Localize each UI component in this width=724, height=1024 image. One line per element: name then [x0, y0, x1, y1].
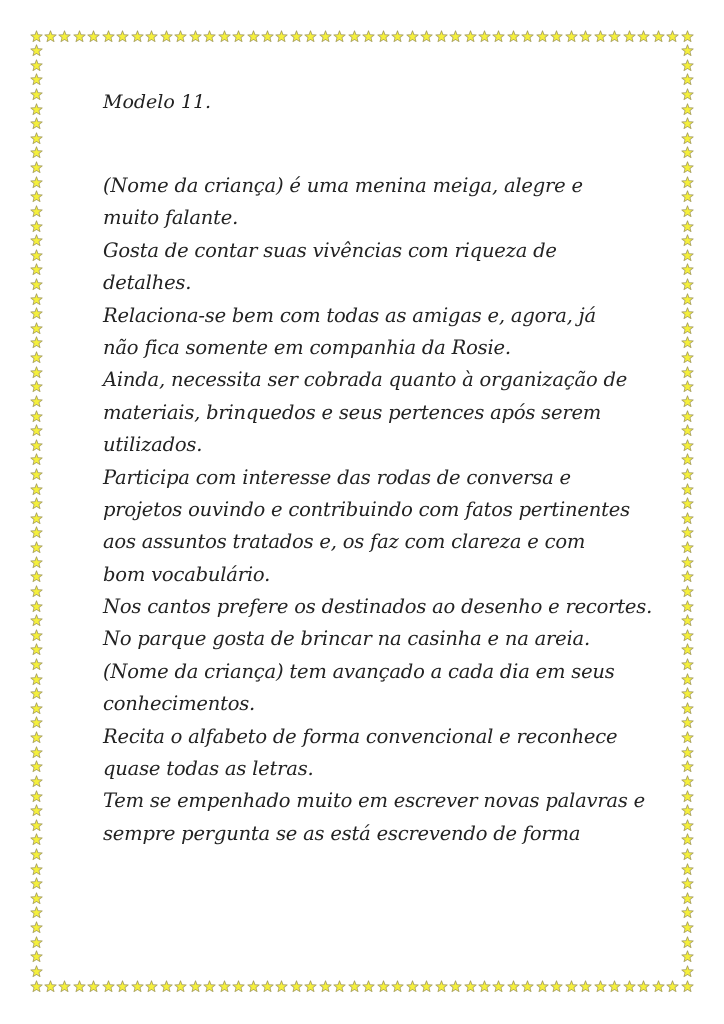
- star-icon: [275, 30, 288, 43]
- star-icon: [681, 687, 694, 700]
- text-line: conhecimentos.: [103, 692, 256, 716]
- star-icon: [681, 833, 694, 846]
- text-line: materiais, brinquedos e seus pertences após serem: [103, 400, 602, 424]
- star-icon: [30, 30, 43, 43]
- star-icon: [565, 980, 578, 993]
- star-icon: [30, 702, 43, 715]
- star-icon: [87, 980, 100, 993]
- star-icon: [247, 30, 260, 43]
- star-icon: [116, 980, 129, 993]
- star-icon: [30, 146, 43, 159]
- star-icon: [536, 30, 549, 43]
- star-icon: [319, 30, 332, 43]
- text-line: Relaciona-se bem com todas as amigas e, agora, já: [103, 303, 596, 327]
- star-icon: [681, 146, 694, 159]
- star-icon: [521, 30, 534, 43]
- star-icon: [44, 980, 57, 993]
- star-icon: [391, 980, 404, 993]
- star-icon: [30, 410, 43, 423]
- text-line: Participa com interesse das rodas de conversa e: [103, 465, 571, 489]
- star-icon: [30, 307, 43, 320]
- star-icon: [637, 980, 650, 993]
- star-icon: [420, 30, 433, 43]
- star-icon: [681, 775, 694, 788]
- star-icon: [507, 30, 520, 43]
- star-icon: [30, 819, 43, 832]
- star-icon: [30, 629, 43, 642]
- star-icon: [218, 980, 231, 993]
- star-icon: [464, 980, 477, 993]
- star-icon: [30, 351, 43, 364]
- star-icon: [145, 30, 158, 43]
- star-icon: [681, 161, 694, 174]
- star-icon: [681, 336, 694, 349]
- star-icon: [30, 570, 43, 583]
- star-icon: [681, 59, 694, 72]
- text-line: quase todas as letras.: [103, 757, 314, 781]
- star-icon: [102, 30, 115, 43]
- star-icon: [30, 497, 43, 510]
- star-icon: [681, 760, 694, 773]
- star-icon: [652, 30, 665, 43]
- star-icon: [30, 293, 43, 306]
- star-icon: [608, 30, 621, 43]
- star-icon: [73, 30, 86, 43]
- star-icon: [30, 746, 43, 759]
- star-icon: [681, 278, 694, 291]
- star-icon: [116, 30, 129, 43]
- star-icon: [174, 30, 187, 43]
- star-icon: [681, 249, 694, 262]
- star-icon: [30, 804, 43, 817]
- star-icon: [391, 30, 404, 43]
- star-icon: [290, 30, 303, 43]
- star-icon: [30, 88, 43, 101]
- star-icon: [681, 44, 694, 57]
- star-icon: [30, 190, 43, 203]
- star-icon: [30, 132, 43, 145]
- star-icon: [30, 468, 43, 481]
- star-icon: [681, 673, 694, 686]
- star-icon: [30, 950, 43, 963]
- star-icon: [681, 804, 694, 817]
- star-icon: [507, 980, 520, 993]
- star-icon: [681, 220, 694, 233]
- star-icon: [377, 980, 390, 993]
- star-icon: [681, 556, 694, 569]
- star-icon: [681, 600, 694, 613]
- star-icon: [30, 614, 43, 627]
- star-icon: [623, 980, 636, 993]
- star-icon: [521, 980, 534, 993]
- text-line: Nos cantos prefere os destinados ao desenho e recortes.: [103, 595, 653, 619]
- star-icon: [30, 980, 43, 993]
- star-icon: [30, 103, 43, 116]
- star-icon: [30, 59, 43, 72]
- star-icon: [681, 30, 694, 43]
- star-icon: [30, 600, 43, 613]
- star-icon: [681, 819, 694, 832]
- star-icon: [492, 30, 505, 43]
- star-icon: [131, 980, 144, 993]
- star-icon: [30, 965, 43, 978]
- star-icon: [594, 30, 607, 43]
- star-icon: [189, 980, 202, 993]
- star-icon: [550, 30, 563, 43]
- star-icon: [30, 278, 43, 291]
- star-icon: [666, 30, 679, 43]
- star-icon: [261, 30, 274, 43]
- star-icon: [681, 643, 694, 656]
- star-icon: [681, 103, 694, 116]
- star-icon: [30, 848, 43, 861]
- text-line: Gosta de contar suas vivências com riqueza de: [103, 238, 557, 262]
- star-icon: [30, 220, 43, 233]
- star-icon: [550, 980, 563, 993]
- star-icon: [145, 980, 158, 993]
- star-icon: [30, 161, 43, 174]
- star-icon: [681, 512, 694, 525]
- star-icon: [681, 176, 694, 189]
- star-icon: [681, 468, 694, 481]
- star-icon: [536, 980, 549, 993]
- text-line: sempre pergunta se as está escrevendo de forma: [103, 821, 581, 845]
- star-icon: [565, 30, 578, 43]
- star-icon: [30, 366, 43, 379]
- star-icon: [377, 30, 390, 43]
- star-icon: [681, 366, 694, 379]
- star-icon: [681, 424, 694, 437]
- star-icon: [435, 980, 448, 993]
- star-icon: [681, 541, 694, 554]
- star-icon: [30, 512, 43, 525]
- star-icon: [681, 570, 694, 583]
- text-line: muito falante.: [103, 206, 239, 230]
- star-icon: [681, 716, 694, 729]
- star-icon: [203, 30, 216, 43]
- text-line: detalhes.: [103, 271, 192, 295]
- text-line: Tem se empenhado muito em escrever novas palavras e: [103, 789, 646, 813]
- star-icon: [681, 190, 694, 203]
- star-icon: [681, 746, 694, 759]
- star-icon: [30, 643, 43, 656]
- star-icon: [681, 629, 694, 642]
- star-icon: [681, 410, 694, 423]
- text-line: aos assuntos tratados e, os faz com clareza e com: [103, 530, 586, 554]
- star-icon: [579, 30, 592, 43]
- text-line: Ainda, necessita ser cobrada quanto à organização de: [103, 368, 628, 392]
- text-line: utilizados.: [103, 433, 203, 457]
- star-icon: [492, 980, 505, 993]
- star-icon: [30, 263, 43, 276]
- star-icon: [30, 877, 43, 890]
- star-icon: [30, 775, 43, 788]
- star-icon: [174, 980, 187, 993]
- star-icon: [594, 980, 607, 993]
- star-icon: [30, 395, 43, 408]
- star-icon: [406, 30, 419, 43]
- star-icon: [30, 234, 43, 247]
- star-icon: [681, 322, 694, 335]
- star-icon: [232, 30, 245, 43]
- star-icon: [247, 980, 260, 993]
- star-icon: [681, 921, 694, 934]
- star-icon: [348, 30, 361, 43]
- document-body: [103, 86, 653, 850]
- star-icon: [681, 848, 694, 861]
- star-icon: [681, 526, 694, 539]
- star-icon: [681, 132, 694, 145]
- text-line: não fica somente em companhia da Rosie.: [103, 335, 511, 359]
- star-icon: [30, 673, 43, 686]
- text-line: (Nome da criança) tem avançado a cada dia em seus: [103, 659, 615, 683]
- star-icon: [681, 234, 694, 247]
- star-icon: [30, 439, 43, 452]
- report-text: [103, 170, 653, 850]
- star-icon: [681, 790, 694, 803]
- star-icon: [30, 176, 43, 189]
- star-icon: [30, 73, 43, 86]
- star-icon: [232, 980, 245, 993]
- star-icon: [290, 980, 303, 993]
- star-icon: [30, 658, 43, 671]
- star-icon: [681, 293, 694, 306]
- star-icon: [681, 263, 694, 276]
- star-icon: [362, 980, 375, 993]
- star-icon: [681, 702, 694, 715]
- star-icon: [681, 906, 694, 919]
- star-icon: [449, 980, 462, 993]
- star-icon: [30, 716, 43, 729]
- star-icon: [58, 980, 71, 993]
- star-icon: [30, 336, 43, 349]
- star-icon: [348, 980, 361, 993]
- star-icon: [30, 453, 43, 466]
- text-line: bom vocabulário.: [103, 562, 271, 586]
- star-icon: [637, 30, 650, 43]
- star-icon: [608, 980, 621, 993]
- star-icon: [30, 863, 43, 876]
- star-icon: [681, 351, 694, 364]
- star-icon: [681, 117, 694, 130]
- star-icon: [681, 380, 694, 393]
- star-icon: [681, 497, 694, 510]
- star-icon: [666, 980, 679, 993]
- star-icon: [681, 731, 694, 744]
- star-icon: [681, 965, 694, 978]
- star-icon: [30, 760, 43, 773]
- star-icon: [30, 117, 43, 130]
- star-icon: [681, 205, 694, 218]
- star-icon: [30, 585, 43, 598]
- star-icon: [333, 980, 346, 993]
- star-icon: [30, 424, 43, 437]
- star-icon: [681, 877, 694, 890]
- star-icon: [681, 439, 694, 452]
- star-icon: [681, 950, 694, 963]
- star-icon: [30, 526, 43, 539]
- star-icon: [681, 980, 694, 993]
- star-icon: [261, 980, 274, 993]
- star-icon: [30, 556, 43, 569]
- star-icon: [652, 980, 665, 993]
- star-icon: [58, 30, 71, 43]
- star-icon: [478, 980, 491, 993]
- star-icon: [30, 892, 43, 905]
- star-icon: [681, 892, 694, 905]
- star-icon: [681, 395, 694, 408]
- star-icon: [30, 936, 43, 949]
- star-icon: [681, 73, 694, 86]
- star-icon: [681, 936, 694, 949]
- star-icon: [681, 483, 694, 496]
- star-icon: [30, 921, 43, 934]
- star-icon: [218, 30, 231, 43]
- star-icon: [304, 980, 317, 993]
- star-icon: [623, 30, 636, 43]
- star-icon: [30, 833, 43, 846]
- star-icon: [319, 980, 332, 993]
- star-icon: [681, 614, 694, 627]
- star-icon: [30, 790, 43, 803]
- star-icon: [30, 380, 43, 393]
- star-icon: [189, 30, 202, 43]
- star-icon: [304, 30, 317, 43]
- star-icon: [131, 30, 144, 43]
- star-icon: [44, 30, 57, 43]
- document-title: Modelo 11.: [103, 91, 212, 113]
- text-line: projetos ouvindo e contribuindo com fatos pertinentes: [103, 497, 630, 521]
- star-icon: [30, 687, 43, 700]
- star-icon: [464, 30, 477, 43]
- star-icon: [203, 980, 216, 993]
- text-line: (Nome da criança) é uma menina meiga, alegre e: [103, 174, 583, 197]
- star-icon: [579, 980, 592, 993]
- text-line: Recita o alfabeto de forma convencional e reconhece: [103, 724, 618, 748]
- star-icon: [30, 249, 43, 262]
- star-icon: [681, 453, 694, 466]
- star-icon: [87, 30, 100, 43]
- star-icon: [102, 980, 115, 993]
- star-icon: [362, 30, 375, 43]
- star-icon: [30, 906, 43, 919]
- star-icon: [681, 658, 694, 671]
- star-icon: [73, 980, 86, 993]
- star-icon: [449, 30, 462, 43]
- star-icon: [406, 980, 419, 993]
- star-icon: [160, 30, 173, 43]
- star-icon: [435, 30, 448, 43]
- star-icon: [30, 731, 43, 744]
- star-icon: [333, 30, 346, 43]
- star-icon: [681, 307, 694, 320]
- star-icon: [160, 980, 173, 993]
- star-icon: [681, 88, 694, 101]
- star-icon: [478, 30, 491, 43]
- star-icon: [30, 483, 43, 496]
- star-icon: [30, 541, 43, 554]
- star-icon: [30, 322, 43, 335]
- star-icon: [420, 980, 433, 993]
- star-icon: [681, 585, 694, 598]
- star-icon: [681, 863, 694, 876]
- star-icon: [30, 205, 43, 218]
- text-line: No parque gosta de brincar na casinha e na areia.: [103, 627, 590, 651]
- star-icon: [30, 44, 43, 57]
- star-icon: [275, 980, 288, 993]
